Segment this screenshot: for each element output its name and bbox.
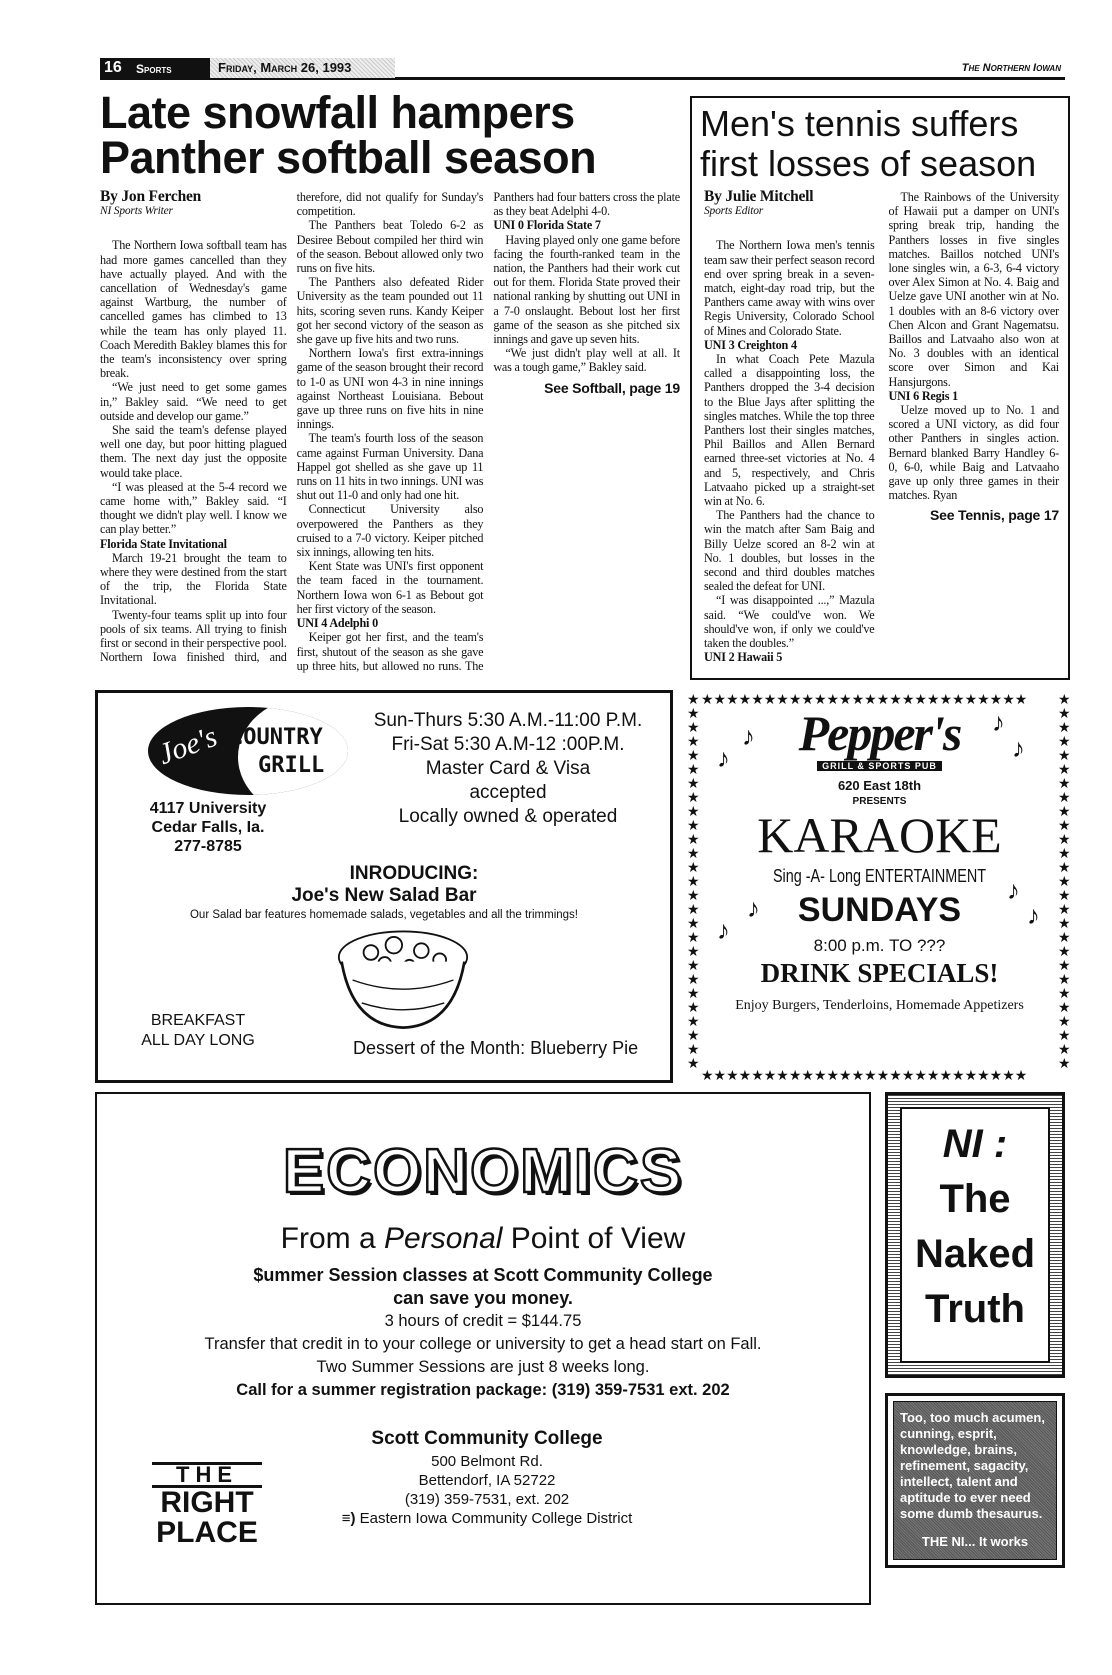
paragraph: The Panthers also defeated Rider University as the team pounded out 11 hits, scoring seven runs. Kandy Keiper got her second victory of the season as she gave up five hits and two runs. — [296, 275, 484, 347]
music-note-icon: ♪ — [1027, 901, 1040, 930]
tennis-headline: Men's tennis suffers first losses of season — [700, 103, 1037, 184]
paragraph: The Panthers beat Toledo 6-2 as Desiree Bebout compiled her third win of the season. Bebout allowed only two runs on five hits. — [296, 218, 484, 276]
payment-line: Master Card & Visa — [425, 758, 591, 779]
subheading: Florida State Invitational — [100, 536, 227, 551]
subheading: UNI 4 Adelphi 0 — [296, 616, 378, 631]
subheading: UNI 6 Regis 1 — [888, 388, 959, 403]
contact-line: (319) 359-7531, ext. 202 — [404, 1491, 570, 1508]
address-line: Cedar Falls, Ia. — [151, 819, 265, 836]
page-number: 16 — [100, 58, 128, 78]
salad-bar-title: Joe's New Salad Bar — [291, 885, 477, 906]
paragraph: March 19-21 brought the team to where they were destined from the start of the trip, the Florida State Invitational. — [100, 550, 287, 608]
economics-subtitle — [97, 1222, 869, 1256]
paragraph: “I was disappointed ...,” Mazula said. “We could've won. We should've won, if only we could've taken the doubles.” — [704, 593, 875, 651]
paragraph: In what Coach Pete Mazula called a disappointing loss, the Panthers dropped the 3-4 decision to the Blue Jays after splitting the singles matches. While the top three Panthers lost their singles matches, Phil Baillos and Allen Bernard earned three-set victories at No. 4 and 5, respectively, and Chris Latvaaho picked up a straight-set win at No. 6. — [704, 352, 875, 509]
peppers-tagline: GRILL & SPORTS PUB — [817, 761, 942, 771]
subtitle-part: Point of View — [502, 1222, 686, 1255]
breakfast-line: ALL DAY LONG — [141, 1032, 255, 1049]
paragraph: Having played only one game before facing the fourth-ranked team in the nation, the Panthers had their work cut out for them. Florida State proved their national ranking by shutting out UNI in a 7-0 onslaught. Bebout lost her first game of the season as she pitched six innings and gave up seven hits. — [493, 232, 680, 347]
section-label: Sports — [128, 58, 210, 78]
ownership-line: Locally owned & operated — [398, 806, 618, 827]
paragraph: The team's fourth loss of the season came against Furman University. Dana Happel got shelled as she gave up 11 runs on 11 hits in two innings. UNI was shut out 11-0 and only had one hit. — [296, 431, 484, 503]
continued-link[interactable]: See Softball, page 19 — [544, 379, 680, 396]
paragraph: The Rainbows of the University of Hawaii put a damper on UNI's spring break trip, handing the Panthers losses in five singles matches. Baillos notched UNI's lone singles win, a 6-3, 6-4 victory over Alex Simon at No. 4. Baig and Uelze gave UNI another win at No. 1 doubles with an 8-6 victory over Chen Alcon and Grant Nagematsu. Baillos and Latvaaho also won at No. 3 doubles with an identical score over Simon and Kai Hansjurgons. — [888, 190, 1059, 389]
right-place-logo — [152, 1462, 262, 1548]
intro-label: INRODUCING: — [349, 863, 479, 884]
paragraph: The Northern Iowa softball team has had more games cancelled than they have actually played. And with the cancellation of Wednesday's game against Wartburg, the number of cancelled games has climbed to 13 while the team has only played 11. Coach Meredith Bakley blames this for the team's inconsistency over spring break. — [100, 238, 287, 381]
slogan-line: THE — [152, 1462, 262, 1488]
peppers-address: 620 East 18th — [837, 778, 922, 793]
paragraph: Northern Iowa's first extra-innings game of the season brought their record to 1-0 as UNI won 4-3 in nine innings against Northeast Louisiana. Bebout gave up three runs on five hits in nine innings. — [296, 346, 484, 432]
page-header — [100, 58, 1065, 80]
logo-country: COUNTRY — [230, 725, 323, 750]
joes-country-grill-ad — [95, 690, 673, 1083]
hours-line: Sun-Thurs 5:30 A.M.-11:00 P.M. — [373, 710, 643, 731]
ad-line: can save you money. — [393, 1288, 573, 1308]
address-line: 4117 University — [149, 800, 267, 817]
byline: By Julie Mitchell — [704, 188, 814, 205]
dessert-of-month: Dessert of the Month: Blueberry Pie — [353, 1038, 639, 1058]
byline: By Jon Ferchen — [100, 188, 202, 205]
ni-title-line: The — [939, 1177, 1011, 1221]
star-border-bottom: ★★★★★★★★★★★★★★★★★★★★★★★★★★ — [701, 1070, 1028, 1084]
paragraph: She said the team's defense played well one day, but poor hitting plagued them. The next day just the opposite would take place. — [100, 423, 287, 480]
paragraph: Uelze moved up to No. 1 and scored a UNI victory, as did four other Panthers in singles action. Bernard blanked Barry Handley 6-0, 6-0, while Baig and Latvaaho gave up only three games in their matches. Ryan — [888, 403, 1059, 503]
paragraph: Twenty-four teams split up into four pools of six teams. All trying to finish first or second in their perspective pool. Northern Iowa finished third, and therefore, did not qualify for Sunday's competition. — [100, 190, 484, 665]
paragraph: Connecticut University also overpowered the Panthers as they cruised to a 7-0 victory. Keiper pitched six innings, allowing ten hits. — [296, 502, 484, 560]
ni-thesaurus-ad — [885, 1393, 1065, 1568]
peppers-logo: Pepper's — [798, 705, 961, 761]
slogan-line: RIGHT — [160, 1486, 254, 1519]
salad-bowl-illustration — [328, 925, 478, 1035]
paragraph: The Panthers had the chance to win the match after Sam Baig and Billy Uelze scored an 8-2 win at No. 1 doubles, but losses in the second and third doubles matches sealed the defeat for UNI. — [704, 508, 875, 594]
event-time: 8:00 p.m. TO ??? — [813, 936, 946, 955]
hours-line: Fri-Sat 5:30 A.M-12 :00P.M. — [391, 734, 625, 755]
economics-title: ECONOMICS — [282, 1137, 684, 1206]
subheading: UNI 0 Florida State 7 — [493, 218, 601, 233]
star-border-top: ★★★★★★★★★★★★★★★★★★★★★★★★★★ — [701, 694, 1028, 708]
star-border-left: ★★★★★★★★★★★★★★★★★★★★★★★★★★★ — [687, 694, 700, 1072]
byline-role: Sports Editor — [704, 205, 764, 218]
paragraph: “We just didn't play well at all. It was a tough game,” Bakley said. — [493, 346, 680, 375]
music-note-icon: ♪ — [717, 916, 730, 945]
newspaper-name: The Northern Iowan — [961, 62, 1061, 74]
music-note-icon: ♪ — [1012, 734, 1025, 763]
ni-title-line: Naked — [914, 1232, 1036, 1276]
ni-title-line: NI : — [942, 1122, 1008, 1166]
district-logo-icon: ≡) — [341, 1510, 356, 1527]
paragraph: “We just need to get some games in,” Bakley said. “We need to get outside and develop our game.” — [100, 380, 287, 423]
district-line — [297, 1509, 677, 1528]
ni-naked-truth-ad — [885, 1092, 1065, 1378]
peppers-karaoke-ad — [687, 694, 1072, 1084]
subheading: UNI 3 Creighton 4 — [704, 337, 797, 352]
scott-community-college-ad — [95, 1092, 871, 1605]
food-line: Enjoy Burgers, Tenderloins, Homemade Appetizers — [735, 998, 1024, 1013]
ad-line: Transfer that credit in to your college or university to get a head start on Fall. — [204, 1335, 762, 1353]
paragraph: Kent State was UNI's first opponent the team faced in the tournament. Northern Iowa won 6-1 as Bebout got her first victory of the season. — [296, 559, 484, 616]
contact-line: 500 Belmont Rd. — [431, 1453, 543, 1470]
karaoke-title: KARAOKE — [757, 807, 1002, 863]
phone: 277-8785 — [174, 838, 242, 855]
music-note-icon: ♪ — [1007, 876, 1020, 905]
music-note-icon: ♪ — [717, 744, 730, 773]
sundays-label: SUNDAYS — [797, 891, 962, 929]
subtitle-part: From a — [280, 1222, 385, 1255]
tennis-article — [690, 96, 1070, 680]
salad-bar-desc: Our Salad bar features homemade salads, vegetables and all the trimmings! — [189, 909, 578, 921]
subtitle-emphasis: Personal — [384, 1222, 503, 1255]
logo-grill: GRILL — [258, 753, 325, 778]
ni-ad-tagline: THE NI... It works — [921, 1534, 1029, 1549]
issue-date: Friday, March 26, 1993 — [210, 58, 395, 78]
logo-script: Joe's — [153, 719, 222, 772]
softball-headline: Late snowfall hampers Panther softball season — [100, 87, 597, 183]
music-note-icon: ♪ — [992, 708, 1005, 737]
joes-logo — [148, 707, 348, 795]
payment-line: accepted — [469, 782, 547, 803]
ni-ad-body: Too, too much acumen, cunning, esprit, knowledge, brains, refinement, sagacity, intellect, talent and aptitude to ever need some dumb thesaurus. — [900, 1410, 1045, 1521]
music-note-icon: ♪ — [742, 722, 755, 751]
presents-label: PRESENTS — [852, 796, 907, 807]
drink-specials: DRINK SPECIALS! — [760, 958, 999, 988]
ni-title-line: Truth — [925, 1287, 1025, 1331]
paragraph: “I was pleased at the 5-4 record we came home with,” Bakley said. “I thought we didn't play well. I know we can play better.” — [100, 479, 287, 537]
byline-role: NI Sports Writer — [100, 205, 173, 218]
music-note-icon: ♪ — [747, 894, 760, 923]
paragraph: Keiper got her first, and the team's first, shutout of the season as she gave up three hits, but allowed no runs. The Panthers had four batters cross the plate as they beat Adelphi 4-0. — [296, 190, 680, 673]
continued-link[interactable]: See Tennis, page 17 — [930, 507, 1059, 524]
contact-line: Bettendorf, IA 52722 — [418, 1472, 556, 1489]
singalong-line: Sing -A- Long ENTERTAINMENT — [772, 866, 987, 886]
softball-article-body — [100, 190, 680, 688]
breakfast-line: BREAKFAST — [150, 1012, 246, 1029]
tennis-article-body — [704, 190, 1059, 675]
ad-line: Call for a summer registration package: (319) 359-7531 ext. 202 — [236, 1381, 730, 1399]
ad-line: $ummer Session classes at Scott Community College — [253, 1265, 713, 1285]
slogan-line: PLACE — [156, 1516, 258, 1549]
star-border-right: ★★★★★★★★★★★★★★★★★★★★★★★★★★★ — [1058, 694, 1071, 1072]
college-name: Scott Community College — [371, 1428, 603, 1449]
subheading: UNI 2 Hawaii 5 — [704, 650, 783, 665]
paragraph: The Northern Iowa men's tennis team saw their perfect season record end over spring break in a seven-match, eight-day road trip, but the Panthers came away with wins over Regis University, Colorado School of Mines and Colorado State. — [704, 238, 875, 338]
ad-line: 3 hours of credit = $144.75 — [384, 1312, 582, 1330]
district-name: Eastern Iowa Community College District — [359, 1510, 633, 1527]
ad-line: Two Summer Sessions are just 8 weeks long. — [316, 1358, 650, 1376]
